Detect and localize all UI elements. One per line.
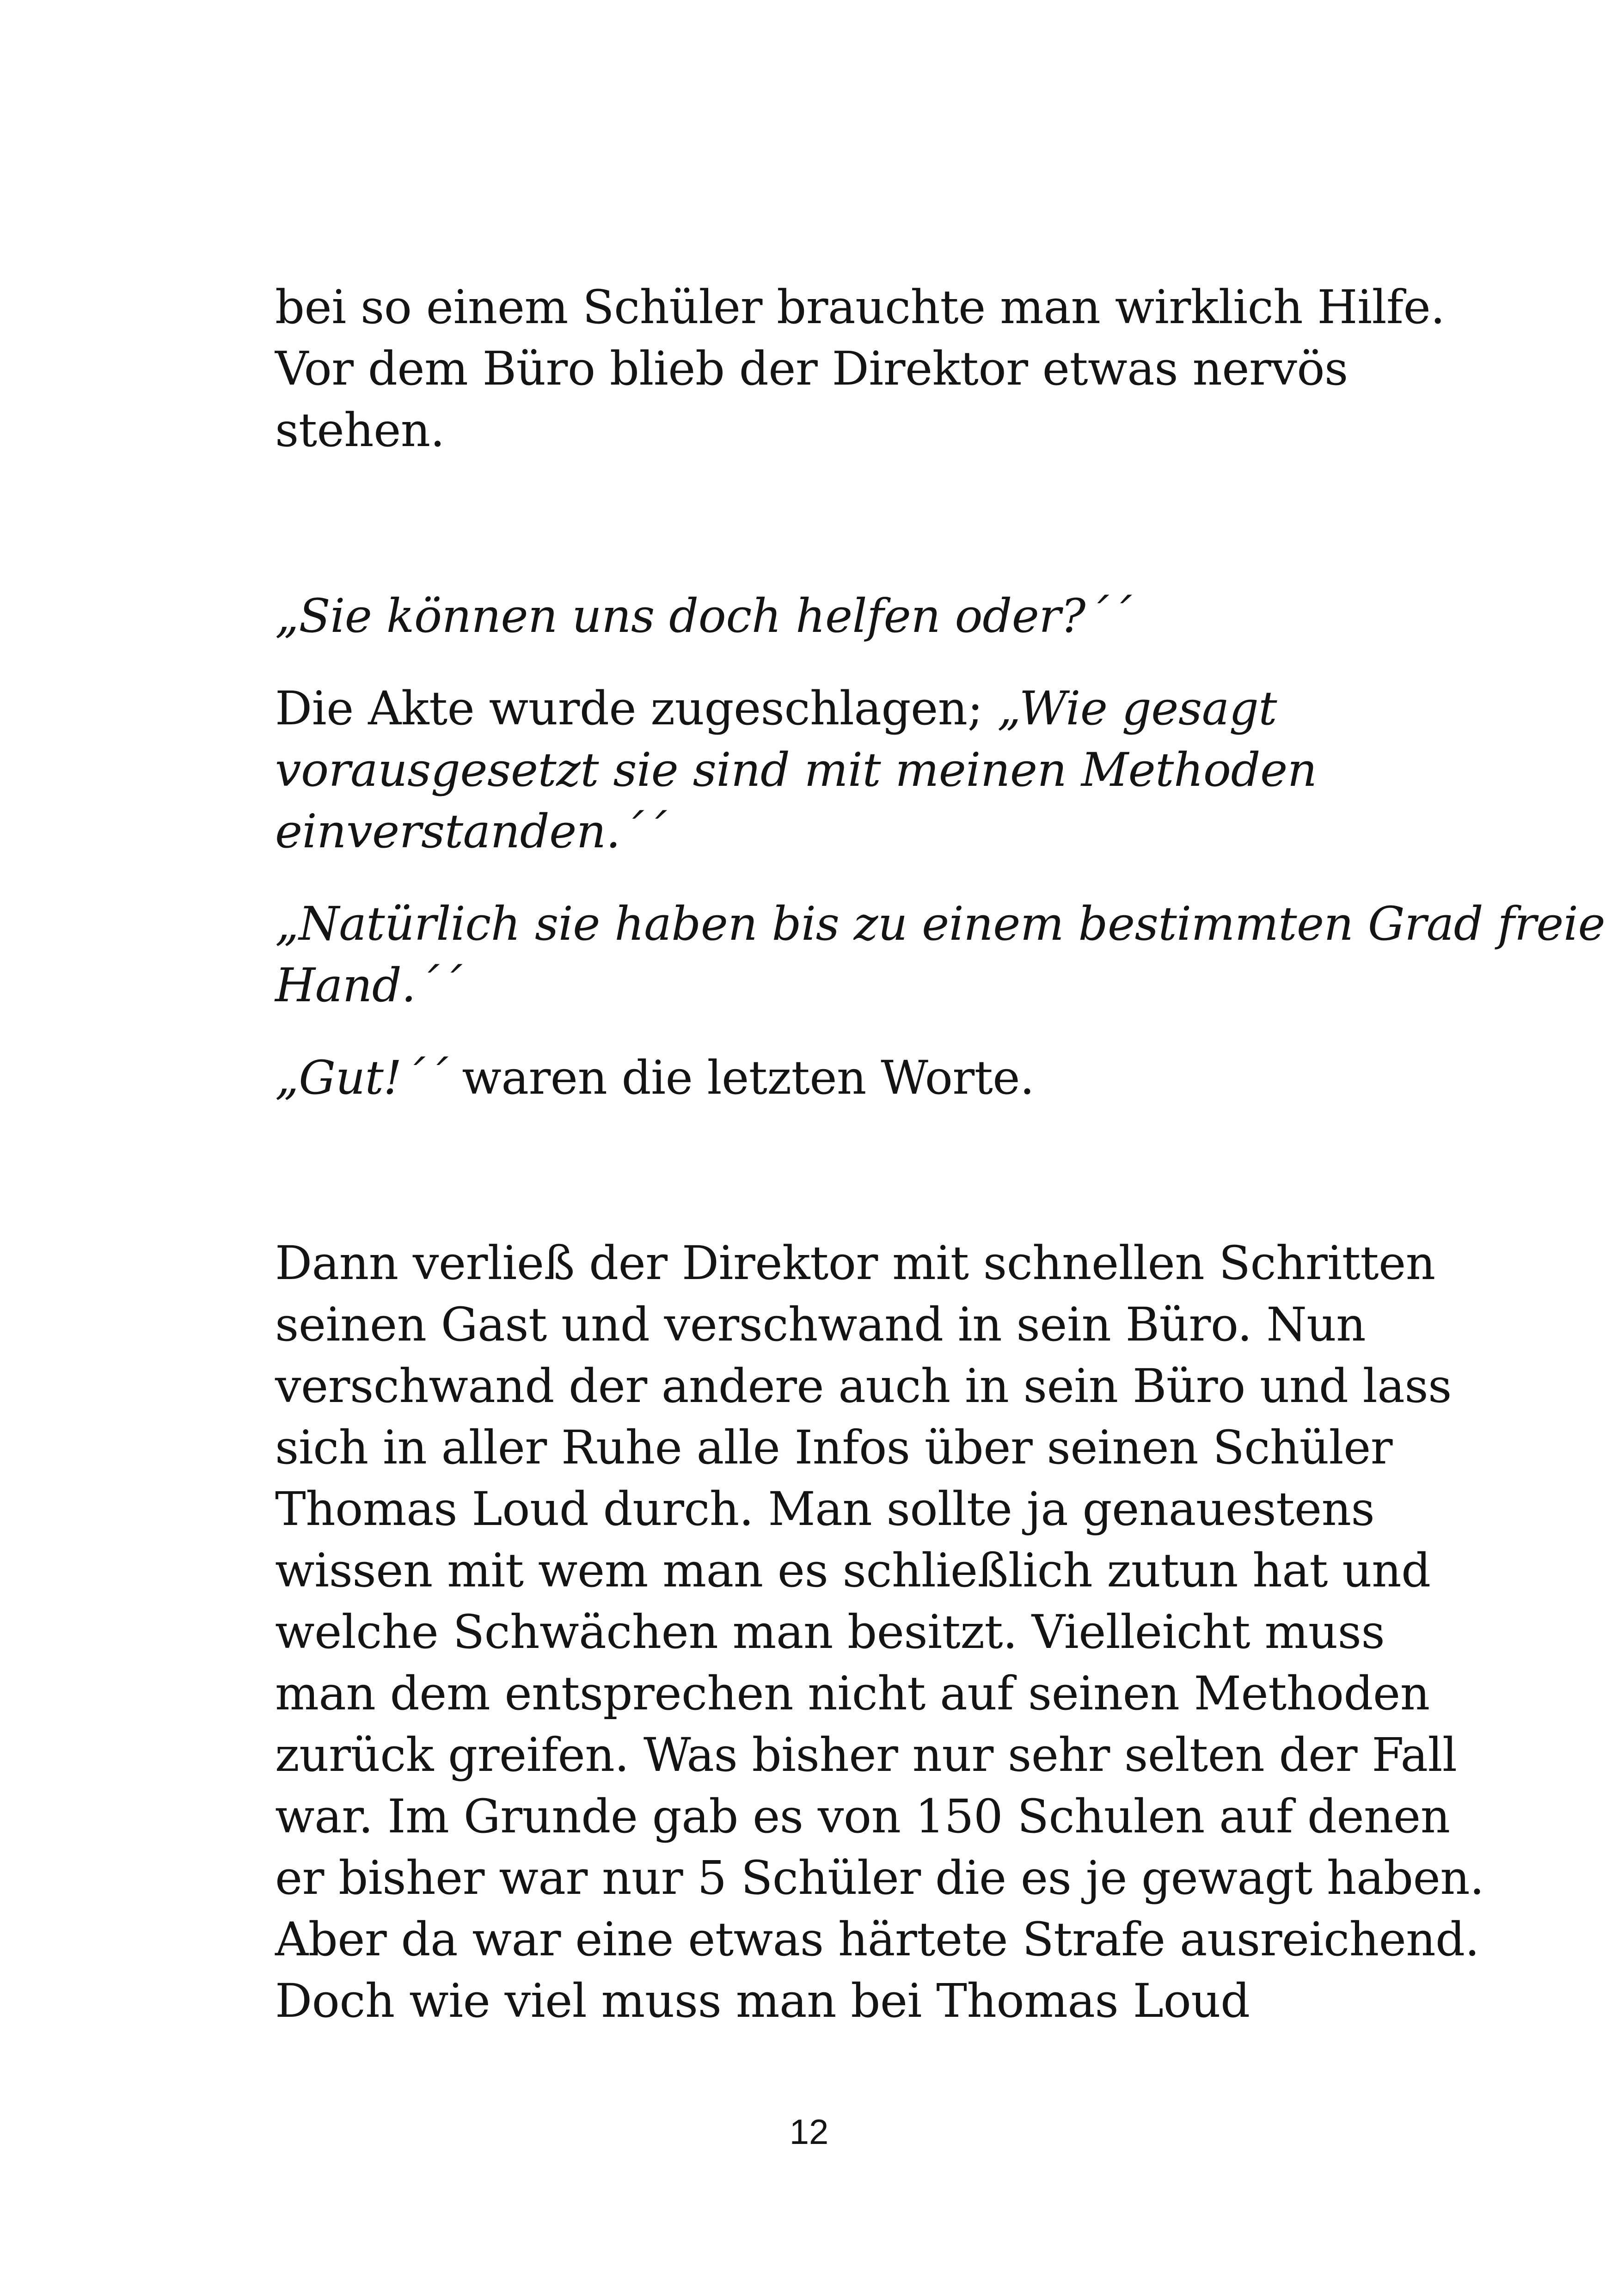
body-text-line: zurück greifen. Was bisher nur sehr selten der Fall [275, 1728, 1457, 1782]
dialogue-line: „Natürlich sie haben bis zu einem bestimmten Grad freie [275, 897, 1606, 951]
body-text-line: Doch wie viel muss man bei Thomas Loud [275, 1974, 1250, 2028]
dialogue-line [275, 1051, 1035, 1105]
dialogue-line: „Sie können uns doch helfen oder?´´ [275, 589, 1131, 643]
body-text-line: Aber da war eine etwas härtete Strafe ausreichend. [275, 1912, 1479, 1966]
dialogue-line: vorausgesetzt sie sind mit meinen Methoden [275, 743, 1317, 797]
dialogue-narration: waren die letzten Worte. [447, 1051, 1035, 1105]
body-text-line: man dem entsprechen nicht auf seinen Methoden [275, 1666, 1430, 1720]
page-number: 12 [789, 2112, 829, 2152]
dialogue-quote: „Gut!´´ [275, 1051, 447, 1105]
body-text-line: wissen mit wem man es schließlich zutun hat und [275, 1543, 1431, 1598]
body-text-line: sich in aller Ruhe alle Infos über seinen Schüler [275, 1420, 1393, 1475]
body-text-line: Thomas Loud durch. Man sollte ja genauestens [275, 1482, 1375, 1536]
body-text-line: bei so einem Schüler brauchte man wirklich Hilfe. [275, 280, 1445, 334]
dialogue-line [275, 681, 1277, 735]
body-text-line: verschwand der andere auch in sein Büro und lass [275, 1359, 1452, 1413]
dialogue-line: einverstanden.´´ [275, 804, 666, 858]
body-text-line: seinen Gast und verschwand in sein Büro. Nun [275, 1298, 1366, 1352]
body-text-line: Vor dem Büro blieb der Direktor etwas nervös [275, 342, 1348, 396]
body-text-line: war. Im Grunde gab es von 150 Schulen auf denen [275, 1789, 1450, 1843]
body-text-line: Dann verließ der Direktor mit schnellen Schritten [275, 1236, 1435, 1290]
body-text-line: stehen. [275, 403, 445, 457]
body-text-line: welche Schwächen man besitzt. Vielleicht muss [275, 1605, 1385, 1659]
dialogue-narration: Die Akte wurde zugeschlagen; [275, 681, 998, 735]
dialogue-line: Hand.´´ [275, 958, 462, 1012]
body-text-line: er bisher war nur 5 Schüler die es je gewagt haben. [275, 1851, 1484, 1905]
dialogue-quote: „Wie gesagt [997, 681, 1277, 735]
